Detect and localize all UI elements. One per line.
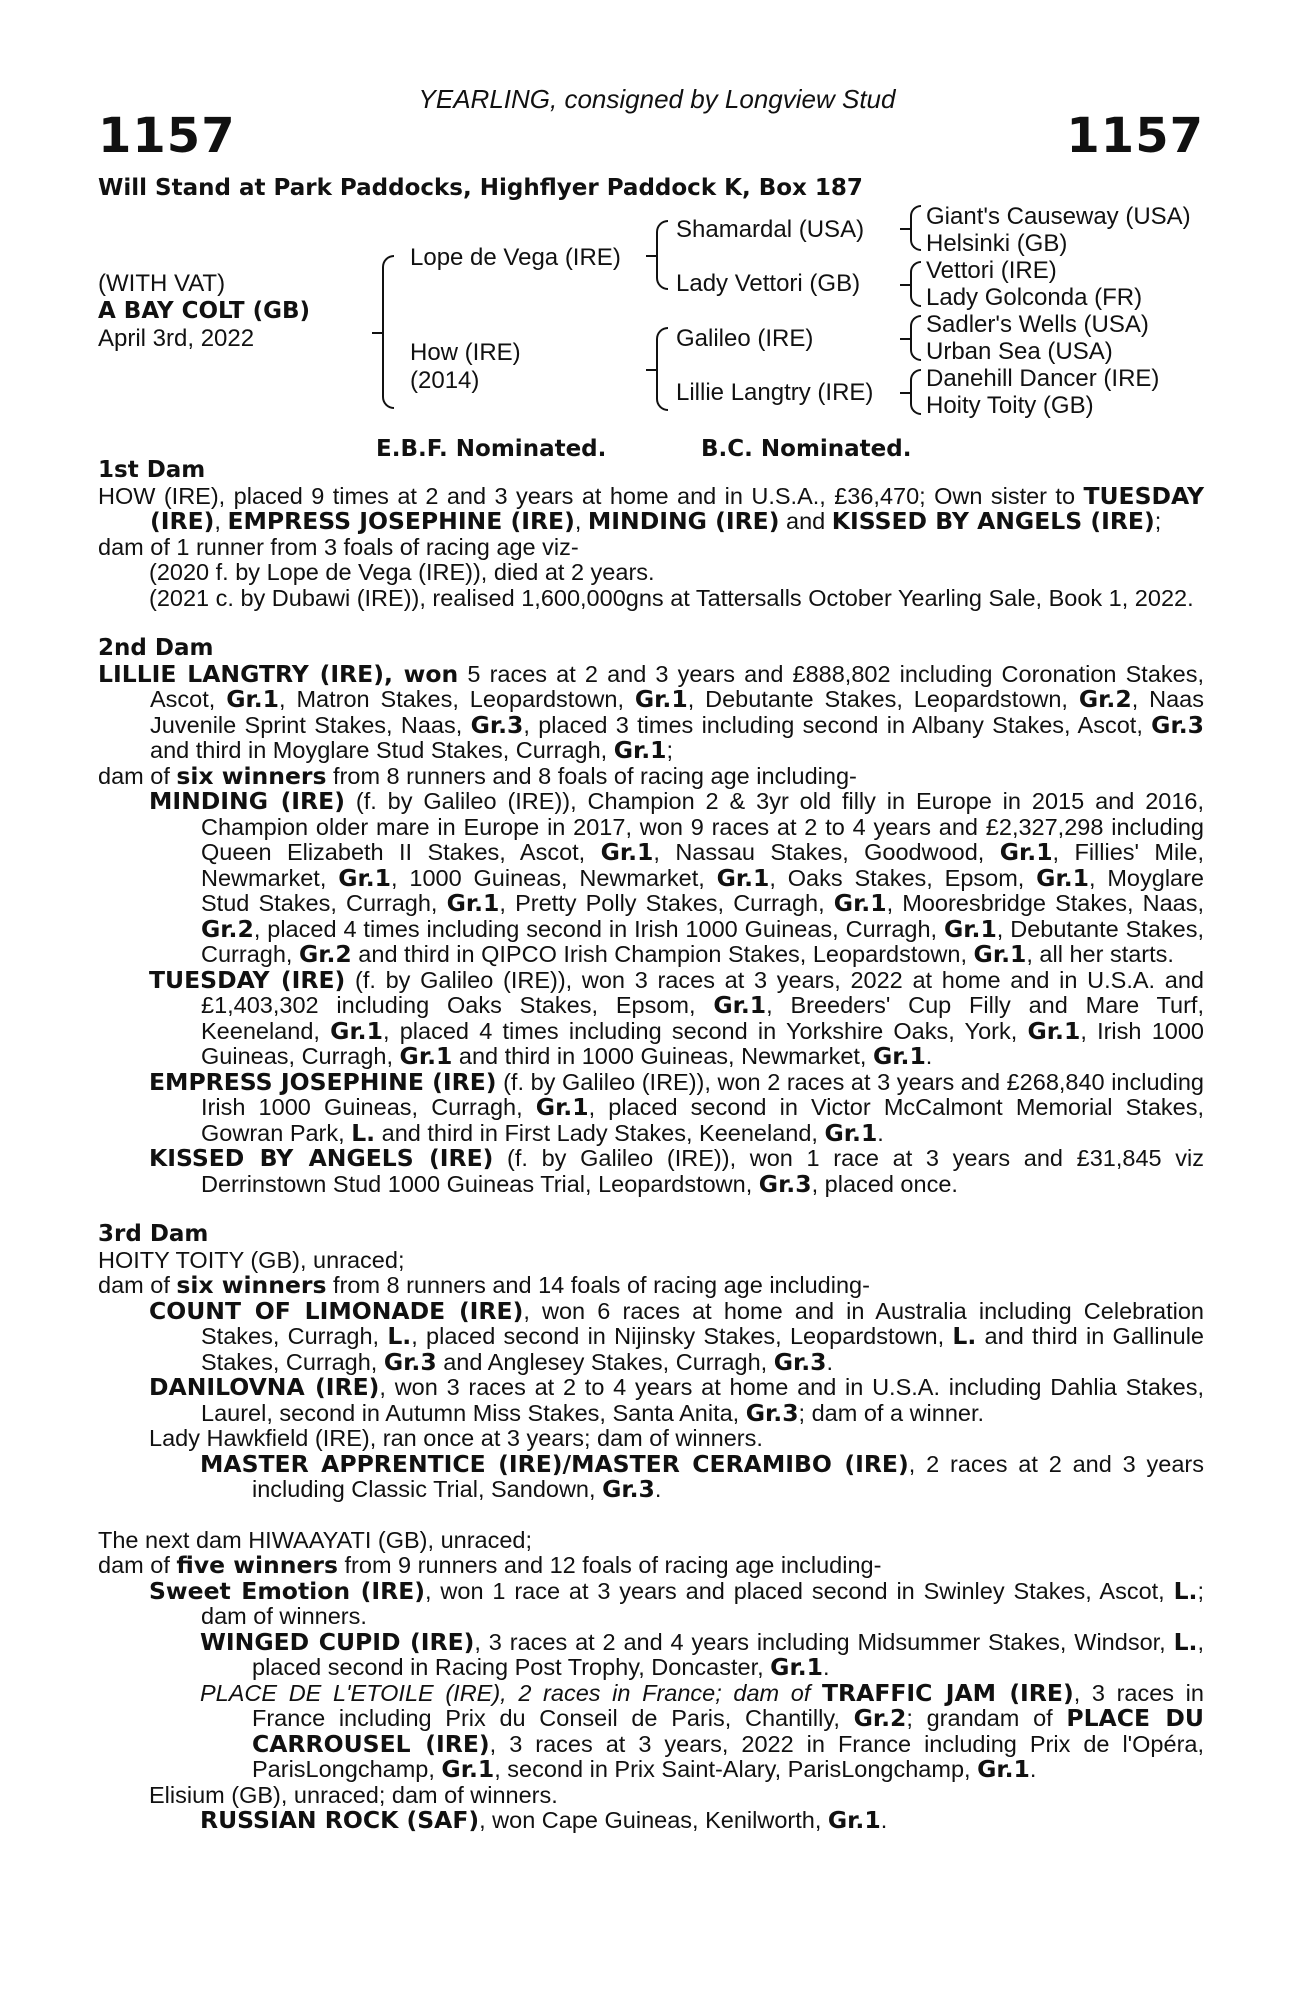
pedigree-sss: Giant's Causeway (USA) (926, 203, 1191, 230)
pedigree-sdd: Lady Golconda (FR) (926, 284, 1143, 311)
third-dam-summary: HOITY TOITY (GB), unraced; (98, 1246, 405, 1273)
first-dam-heading: 1st Dam (98, 457, 206, 483)
catalogue-subtitle: YEARLING, consigned by Longview Stud (418, 84, 896, 114)
pedigree-dss: Sadler's Wells (USA) (926, 311, 1149, 338)
produce-elisium: Elisium (GB), unraced; dam of winners. (149, 1781, 558, 1808)
second-dam-dam-of: dam of six winners from 8 runners and 8 foals of racing age including- (98, 761, 857, 790)
produce-kissed-by-angels: KISSED BY ANGELS (IRE) (f. by Galileo (IRE)), won 1 race at 3 years and £31,845 viz Derrinstown Stud 1000 Guineas Trial, Leopardstown, Gr.3, placed once. (149, 1144, 1204, 1198)
third-dam-dam-of: dam of six winners from 8 runners and 14 foals of racing age including- (98, 1271, 870, 1299)
lot-number-left: 1157 (98, 108, 236, 164)
second-dam-summary: LILLIE LANGTRY (IRE), won 5 races at 2 and 3 years and £888,802 including Coronation Stakes, Ascot, Gr.1, Matron Stakes, Leopardstown, Gr.1, Debutante Stakes, Leopardstown, Gr.2, Naas Juvenile Sprint Stakes, Naas, Gr.3, placed 3 times including second in Albany Stakes, Ascot, Gr.3 and third in Moyglare Stud Stakes, Curragh, Gr.1; (98, 659, 1204, 764)
pedigree-sire-dam: Lady Vettori (GB) (676, 270, 861, 297)
produce-master-apprentice: MASTER APPRENTICE (IRE)/MASTER CERAMIBO (IRE), 2 races at 2 and 3 years including Classic Trial, Sandown, Gr.3. (200, 1449, 1205, 1503)
foaling-date: April 3rd, 2022 (98, 325, 255, 352)
produce-winged-cupid: WINGED CUPID (IRE), 3 races at 2 and 4 years including Midsummer Stakes, Windsor, L., placed second in Racing Post Trophy, Doncaster, Gr.1. (200, 1627, 1205, 1681)
next-dam-dam-of: dam of five winners from 9 runners and 12 foals of racing age including- (98, 1551, 882, 1579)
pedigree-bracket-gen1 (382, 255, 394, 409)
produce-sweet-emotion: Sweet Emotion (IRE), won 1 race at 3 years and placed second in Swinley Stakes, Ascot, L.; dam of winners. (149, 1576, 1204, 1629)
catalogue-body (98, 458, 1204, 1834)
produce-place-de-letoile: PLACE DE L'ETOILE (IRE), 2 races in France; dam of TRAFFIC JAM (IRE), 3 races in France including Prix du Conseil de Paris, Chantilly, Gr.2; grandam of PLACE DU CARROUSEL (IRE), 3 races at 3 years, 2022 in France including Prix de l'Opéra, ParisLongchamp, Gr.1, second in Prix Saint-Alary, ParisLongchamp, Gr.1. (200, 1678, 1204, 1783)
pedigree-dam-dam: Lillie Langtry (IRE) (676, 379, 874, 406)
horse-name: A BAY COLT (GB) (98, 298, 311, 324)
pedigree-ddd: Hoity Toity (GB) (926, 392, 1094, 419)
second-dam-heading: 2nd Dam (98, 635, 214, 661)
lot-number-right: 1157 (1066, 108, 1204, 164)
pedigree-bracket-sd (910, 261, 921, 307)
pedigree-sire-sire: Shamardal (USA) (676, 216, 865, 243)
produce-russian-rock: RUSSIAN ROCK (SAF), won Cape Guineas, Kenilworth, Gr.1. (200, 1806, 888, 1834)
pedigree-bracket-sire (656, 220, 668, 290)
produce-count-of-limonade: COUNT OF LIMONADE (IRE), won 6 races at home and in Australia including Celebration Stakes, Curragh, L., placed second in Nijinsky Stakes, Leopardstown, L. and third in Gallinule Stakes, Curragh, Gr.3 and Anglesey Stakes, Curragh, Gr.3. (149, 1296, 1204, 1376)
pedigree-dds: Danehill Dancer (IRE) (926, 365, 1160, 392)
pedigree-dam-year: (2014) (410, 367, 480, 394)
produce-tuesday: TUESDAY (IRE) (f. by Galileo (IRE)), won 3 races at 3 years, 2022 at home and in U.S.A. and £1,403,302 including Oaks Stakes, Epsom, Gr.1, Breeders' Cup Filly and Mare Turf, Keeneland, Gr.1, placed 4 times including second in Yorkshire Oaks, York, Gr.1, Irish 1000 Guineas, Curragh, Gr.1 and third in 1000 Guineas, Newmarket, Gr.1. (149, 965, 1204, 1070)
ebf-nomination: E.B.F. Nominated. (376, 436, 607, 462)
first-dam-summary: HOW (IRE), placed 9 times at 2 and 3 years at home and in U.S.A., £36,470; Own sister to TUESDAY (IRE), EMPRESS JOSEPHINE (IRE), MINDING (IRE) and KISSED BY ANGELS (IRE); (98, 481, 1204, 535)
pedigree-bracket-dam (656, 327, 668, 411)
bc-nomination: B.C. Nominated. (701, 436, 912, 462)
produce-minding: MINDING (IRE) (f. by Galileo (IRE)), Champion 2 & 3yr old filly in Europe in 2015 and 2016, Champion older mare in Europe in 2017, won 9 races at 2 to 4 years and £2,327,298 including Queen Elizabeth II Stakes, Ascot, Gr.1, Nassau Stakes, Goodwood, Gr.1, Fillies' Mile, Newmarket, Gr.1, 1000 Guineas, Newmarket, Gr.1, Oaks Stakes, Epsom, Gr.1, Moyglare Stud Stakes, Curragh, Gr.1, Pretty Polly Stakes, Curragh, Gr.1, Mooresbridge Stakes, Naas, Gr.2, placed 4 times including second in Irish 1000 Guineas, Curragh, Gr.1, Debutante Stakes, Curragh, Gr.2 and third in QIPCO Irish Champion Stakes, Leopardstown, Gr.1, all her starts. (149, 787, 1205, 968)
pedigree-ssd: Helsinki (GB) (926, 230, 1068, 257)
third-dam-heading: 3rd Dam (98, 1221, 209, 1247)
first-dam-dam-of: dam of 1 runner from 3 foals of racing age viz- (98, 533, 579, 560)
pedigree-bracket-ss (910, 205, 921, 251)
pedigree-sds: Vettori (IRE) (926, 257, 1057, 284)
pedigree-sire: Lope de Vega (IRE) (410, 244, 621, 271)
pedigree-dam: How (IRE) (410, 339, 521, 366)
pedigree-dsd: Urban Sea (USA) (926, 338, 1113, 365)
produce-empress-josephine: EMPRESS JOSEPHINE (IRE) (f. by Galileo (IRE)), won 2 races at 3 years and £268,840 including Irish 1000 Guineas, Curragh, Gr.1, placed second in Victor McCalmont Memorial Stakes, Gowran Park, L. and third in First Lady Stakes, Keeneland, Gr.1. (149, 1067, 1204, 1147)
pedigree-dam-sire: Galileo (IRE) (676, 325, 814, 352)
pedigree-bracket-dd (910, 369, 921, 415)
first-dam-foal-2021: (2021 c. by Dubawi (IRE)), realised 1,600,000gns at Tattersalls October Yearling Sale, Book 1, 2022. (149, 584, 1194, 611)
pedigree-bracket-ds (910, 315, 921, 361)
first-dam-foal-2020: (2020 f. by Lope de Vega (IRE)), died at 2 years. (149, 559, 655, 585)
next-dam-summary: The next dam HIWAAYATI (GB), unraced; (98, 1526, 533, 1553)
produce-lady-hawkfield: Lady Hawkfield (IRE), ran once at 3 years; dam of winners. (149, 1425, 763, 1451)
produce-danilovna: DANILOVNA (IRE), won 3 races at 2 to 4 years at home and in U.S.A. including Dahlia Stakes, Laurel, second in Autumn Miss Stakes, Santa Anita, Gr.3; dam of a winner. (149, 1373, 1205, 1427)
stand-location: Will Stand at Park Paddocks, Highflyer Paddock K, Box 187 (98, 175, 863, 201)
vat-note: (WITH VAT) (98, 270, 226, 297)
